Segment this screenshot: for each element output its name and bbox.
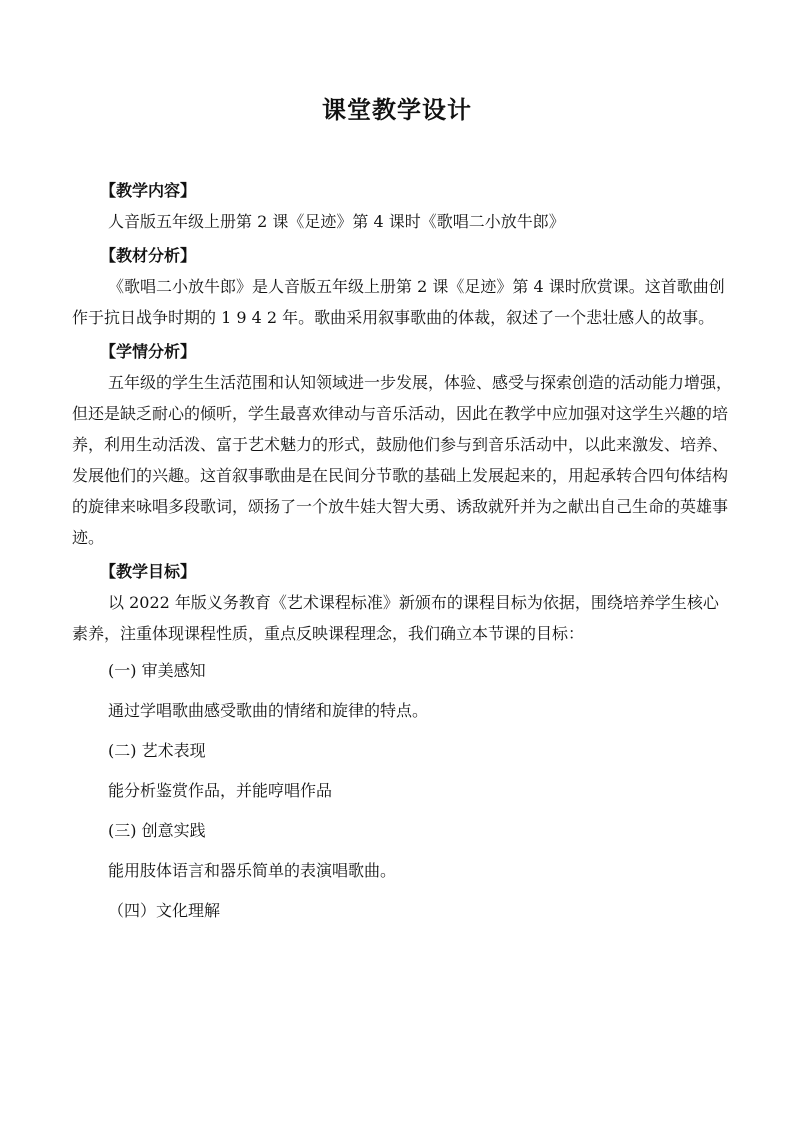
goal-label-4: （四）文化理解 — [108, 901, 221, 920]
teaching-content-text: 人音版五年级上册第 2 课《足迹》第 4 课时《歌唱二小放牛郎》 — [108, 212, 565, 231]
page-title: 课堂教学设计 — [322, 95, 472, 124]
material-analysis-text: 《歌唱二小放牛郎》是人音版五年级上册第 2 课《足迹》第 4 课时欣赏课。这首歌曲创作于抗日战争时期的 1 9 4 2 年。歌曲采用叙事歌曲的体裁，叙述了一个悲壮感人的故事。 — [72, 277, 725, 327]
goal-label-2: (二) 艺术表现 — [108, 741, 206, 760]
section-heading-teaching-content: 【教学内容】 — [100, 181, 197, 200]
goal-label-3: (三) 创意实践 — [108, 821, 206, 840]
goal-text-2: 能分析鉴赏作品，并能哼唱作品 — [108, 781, 333, 800]
section-heading-material-analysis: 【教材分析】 — [100, 246, 197, 265]
goal-text-1: 通过学唱歌曲感受歌曲的情绪和旋律的特点。 — [108, 701, 429, 720]
learning-analysis-text: 五年级的学生生活范围和认知领域进一步发展，体验、感受与探索创造的活动能力增强，但还是缺乏耐心的倾听，学生最喜欢律动与音乐活动，因此在教学中应加强对这学生兴趣的培养，利用生动活泼、富于艺术魅力的形式，鼓励他们参与到音乐活动中，以此来激发、培养、发展他们的兴趣。这首叙事歌曲是在民间分节歌的基础上发展起来的，用起承转合四句体结构的旋律来咏唱多段歌词，颂扬了一个放牛娃大智大勇、诱敌就歼并为之献出自己生命的英雄事迹。 — [72, 373, 733, 547]
section-heading-learning-analysis: 【学情分析】 — [100, 342, 197, 361]
teaching-goals-intro: 以 2022 年版义务教育《艺术课程标准》新颁布的课程目标为依据，围绕培养学生核心素养，注重体现课程性质，重点反映课程理念，我们确立本节课的目标： — [72, 593, 719, 643]
document-body — [72, 172, 734, 926]
goal-label-1: (一) 审美感知 — [108, 661, 206, 680]
goal-text-3: 能用肢体语言和器乐简单的表演唱歌曲。 — [108, 861, 397, 880]
section-heading-teaching-goals: 【教学目标】 — [100, 562, 197, 581]
